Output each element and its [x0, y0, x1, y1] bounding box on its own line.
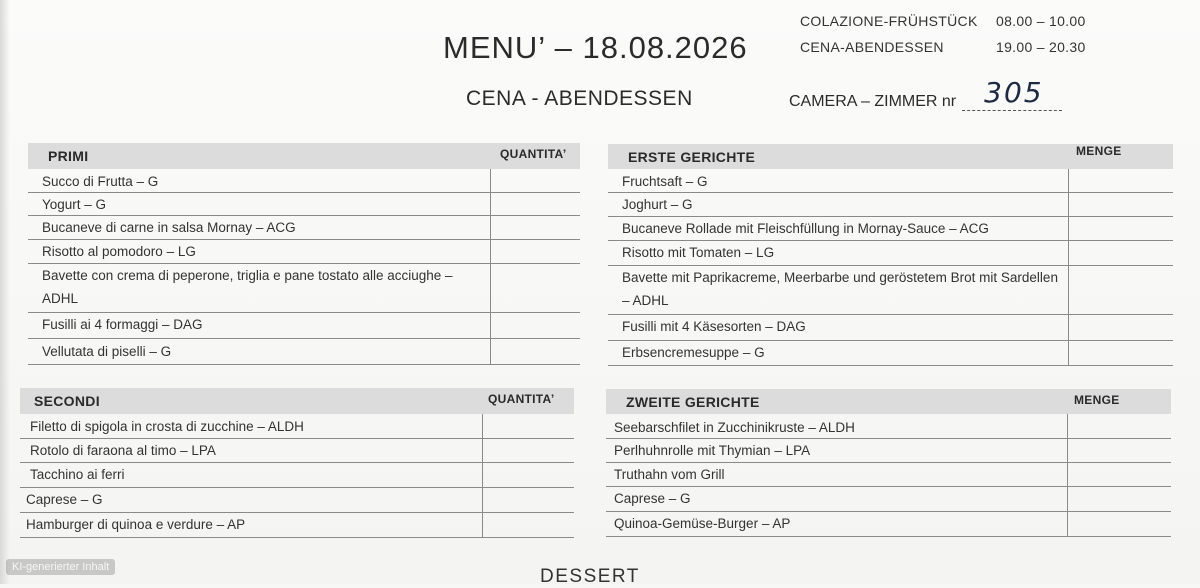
quantity-cell[interactable] — [490, 169, 580, 192]
quantity-cell[interactable] — [1067, 439, 1171, 462]
room-field — [789, 76, 1062, 111]
quantity-cell[interactable] — [490, 240, 580, 263]
hours-row-dinner — [800, 34, 1106, 60]
menu-item-row — [28, 169, 580, 193]
quantity-cell[interactable] — [1067, 512, 1171, 536]
page-edge-shadow — [0, 0, 10, 584]
quantity-header: QUANTITA’ — [500, 147, 567, 161]
section-erste-gerichte — [608, 143, 1173, 366]
section-title: ZWEITE GERICHTE — [626, 393, 760, 410]
menu-item-label: Fusilli mit 4 Käsesorten – DAG — [622, 319, 806, 334]
menu-item-row — [608, 169, 1173, 193]
menu-title: MENU’ – 18.08.2026 — [443, 30, 748, 65]
menu-item-label: Caprese – G — [614, 491, 691, 506]
menu-item-row — [608, 193, 1173, 217]
section-primi — [28, 143, 580, 365]
room-label: CAMERA – ZIMMER nr — [789, 93, 957, 110]
menu-item-row — [608, 266, 1173, 315]
menu-item-row — [28, 193, 580, 216]
quantity-cell[interactable] — [1068, 193, 1173, 216]
menu-item-row — [606, 414, 1171, 439]
menu-item-label: Risotto al pomodoro – LG — [42, 244, 196, 259]
menu-item-label: Filetto di spigola in crosta di zucchine – ALDH — [30, 419, 304, 434]
hours-label: CENA-ABENDESSEN — [800, 39, 944, 55]
menu-item-label: Succo di Frutta – G — [42, 174, 159, 189]
menu-item-label: Rotolo di faraona al timo – LPA — [30, 443, 216, 458]
menu-subtitle: CENA - ABENDESSEN — [466, 87, 693, 110]
menu-item-label: Truthahn vom Grill — [614, 467, 725, 482]
menu-item-label: Seebarschfilet in Zucchinikruste – ALDH — [614, 420, 855, 435]
opening-hours — [800, 8, 1106, 60]
menu-item-row — [20, 488, 574, 513]
menu-item-row — [28, 339, 580, 365]
hours-label: COLAZIONE-FRÜHSTÜCK — [800, 13, 978, 29]
room-number-field[interactable] — [962, 76, 1062, 111]
menu-item-label: Bucaneve di carne in salsa Mornay – ACG — [42, 220, 296, 235]
menu-item-label: Fusilli ai 4 formaggi – DAG — [42, 317, 203, 332]
quantity-cell[interactable] — [482, 439, 574, 462]
menu-item-label: Hamburger di quinoa e verdure – AP — [26, 517, 246, 532]
section-header — [608, 144, 1173, 169]
quantity-cell[interactable] — [1068, 241, 1173, 265]
quantity-cell[interactable] — [1068, 341, 1173, 365]
quantity-cell[interactable] — [482, 488, 574, 512]
quantity-cell[interactable] — [1068, 266, 1173, 314]
section-title: ERSTE GERICHTE — [628, 148, 756, 165]
menu-item-label: Risotto mit Tomaten – LG — [622, 245, 775, 260]
quantity-cell[interactable] — [490, 216, 580, 239]
menu-item-row — [20, 463, 574, 488]
section-secondi — [20, 388, 574, 538]
quantity-cell[interactable] — [482, 414, 574, 438]
room-number-handwritten: 305 — [984, 76, 1044, 109]
menu-item-label: Bavette mit Paprikacreme, Meerbarbe und geröstetem Brot mit Sardellen – ADHL — [622, 270, 1058, 308]
menu-item-row — [606, 463, 1171, 487]
hours-time: 08.00 – 10.00 — [996, 13, 1086, 29]
section-title-dessert: DESSERT — [540, 566, 640, 587]
menu-item-label: Fruchtsaft – G — [622, 174, 708, 189]
quantity-header: MENGE — [1074, 393, 1120, 407]
menu-item-row — [608, 341, 1173, 366]
section-zweite-gerichte — [606, 389, 1171, 537]
section-title: SECONDI — [34, 393, 100, 409]
menu-item-row — [606, 487, 1171, 512]
menu-item-row — [608, 315, 1173, 341]
menu-item-label: Caprese – G — [26, 492, 103, 507]
hours-time: 19.00 – 20.30 — [996, 39, 1086, 55]
menu-item-row — [28, 240, 580, 264]
menu-item-label: Vellutata di piselli – G — [42, 344, 172, 359]
menu-item-label: Joghurt – G — [622, 197, 693, 212]
menu-item-row — [28, 216, 580, 240]
quantity-header: QUANTITA’ — [488, 392, 555, 406]
quantity-cell[interactable] — [482, 513, 574, 537]
menu-item-row — [20, 414, 574, 439]
menu-item-label: Bucaneve Rollade mit Fleischfüllung in Mornay-Sauce – ACG — [622, 221, 989, 236]
quantity-cell[interactable] — [490, 339, 580, 364]
menu-item-label: Tacchino ai ferri — [30, 467, 125, 482]
menu-item-row — [20, 439, 574, 463]
quantity-cell[interactable] — [1067, 414, 1171, 438]
section-header — [20, 388, 574, 414]
quantity-cell[interactable] — [490, 193, 580, 215]
quantity-cell[interactable] — [1068, 217, 1173, 240]
menu-item-row — [28, 313, 580, 339]
menu-item-row — [608, 217, 1173, 241]
section-header — [606, 389, 1171, 414]
menu-item-row — [28, 264, 580, 313]
menu-item-label: Yogurt – G — [42, 197, 107, 212]
quantity-cell[interactable] — [1068, 169, 1173, 192]
menu-item-row — [608, 241, 1173, 266]
quantity-header: MENGE — [1076, 144, 1122, 158]
quantity-cell[interactable] — [490, 313, 580, 338]
menu-item-label: Bavette con crema di peperone, triglia e pane tostato alle acciughe – ADHL — [42, 268, 453, 306]
section-title: PRIMI — [48, 148, 89, 164]
section-header — [28, 143, 580, 169]
menu-item-label: Erbsencremesuppe – G — [622, 345, 765, 360]
menu-item-row — [606, 439, 1171, 463]
menu-item-label: Quinoa-Gemüse-Burger – AP — [614, 516, 791, 531]
menu-item-label: Perlhuhnrolle mit Thymian – LPA — [614, 443, 811, 458]
quantity-cell[interactable] — [1067, 463, 1171, 486]
quantity-cell[interactable] — [482, 463, 574, 487]
menu-item-row — [20, 513, 574, 538]
hours-row-breakfast — [800, 8, 1106, 34]
quantity-cell[interactable] — [1068, 315, 1173, 340]
menu-item-row — [606, 512, 1171, 537]
ai-content-badge: KI-generierter Inhalt — [6, 559, 115, 575]
quantity-cell[interactable] — [490, 264, 580, 312]
quantity-cell[interactable] — [1067, 487, 1171, 511]
